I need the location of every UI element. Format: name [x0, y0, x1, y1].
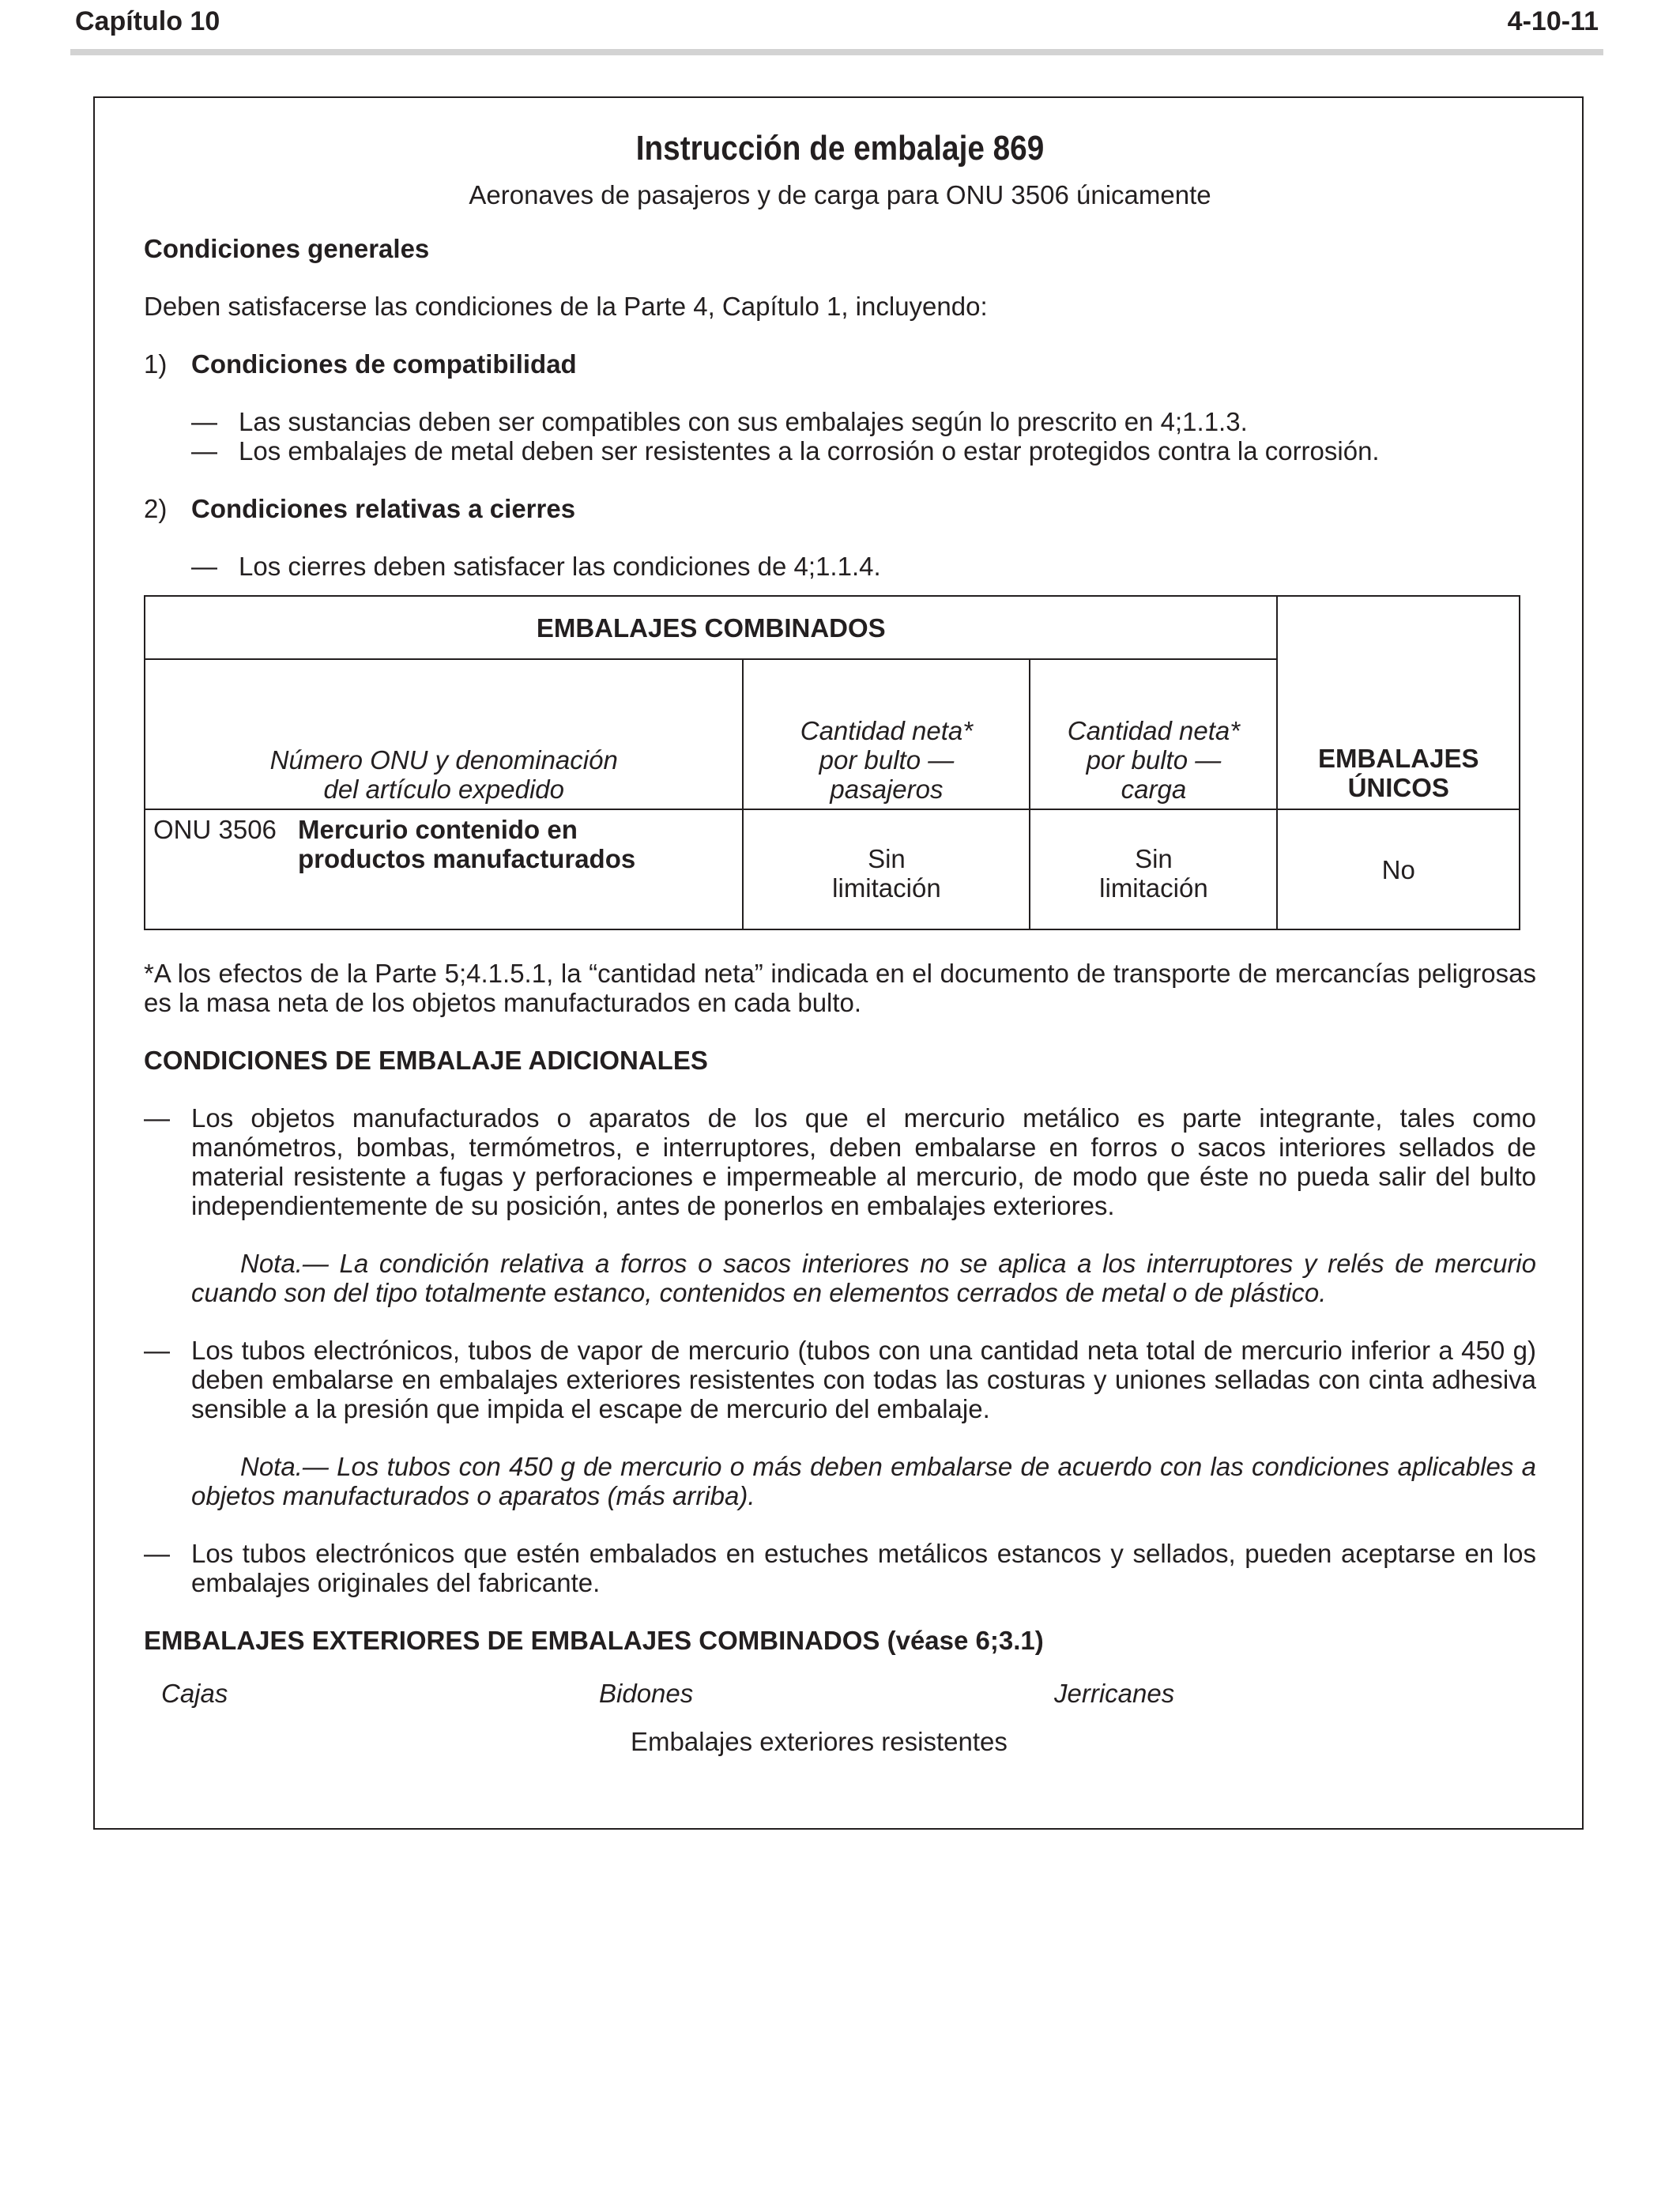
outer-type-drums: Bidones — [599, 1679, 694, 1709]
header-line: por bulto — — [819, 745, 955, 775]
un-column-header — [145, 659, 743, 809]
dash-marker: — — [191, 436, 217, 466]
general-heading: Condiciones generales — [144, 234, 430, 264]
list-item — [191, 407, 1536, 436]
list-item — [191, 552, 1536, 581]
instruction-frame — [93, 96, 1584, 1830]
compat-bullets — [191, 407, 1536, 466]
combined-header-cell — [145, 596, 1277, 659]
note-inner-liners: Nota.— La condición relativa a forros o sacos interiores no se aplica a los interruptores y relés de mercurio cuando son del tipo totalmente estanco, contenidos en elementos cerrados de metal o de plástico. — [191, 1249, 1536, 1308]
header-line: Número ONU y denominación — [269, 745, 618, 775]
header-line: Cantidad neta* — [1067, 716, 1241, 746]
list-item — [144, 1539, 1536, 1597]
table-row — [145, 596, 1520, 659]
item-number: 2) — [144, 494, 168, 524]
substance-name-line: productos manufacturados — [298, 844, 636, 874]
item-number: 1) — [144, 349, 168, 379]
header-line: del artículo expedido — [323, 775, 565, 805]
dash-marker: — — [144, 1539, 170, 1569]
outer-packaging-types — [144, 1679, 1536, 1708]
bullet-text: Los objetos manufacturados o aparatos de los que el mercurio metálico es parte integrante, tales como manómetros, bombas, termómetros, e interruptores, deben embalarse en forros o sacos interiores sellados de material resistente a fugas y perforaciones e impermeable al mercurio, de modo que éste no pueda salir del bulto independientemente de su posición, antes de ponerlos en embalajes exteriores. — [191, 1103, 1536, 1221]
header-line: pasajeros — [830, 775, 944, 805]
bullet-text: Los cierres deben satisfacer las condiciones de 4;1.1.4. — [239, 552, 881, 582]
single-header-cell — [1277, 596, 1520, 809]
condition-item-1 — [144, 349, 1536, 379]
instruction-content — [144, 128, 1536, 1756]
item-title: Condiciones relativas a cierres — [191, 494, 576, 524]
quantity-line: limitación — [1099, 873, 1208, 903]
bullet-text: Las sustancias deben ser compatibles con sus embalajes según lo prescrito en 4;1.1.3. — [239, 407, 1248, 437]
bullet-text: Los embalajes de metal deben ser resistentes a la corrosión o estar protegidos contra la corrosión. — [239, 436, 1380, 466]
bullet-text: Los tubos electrónicos que estén embalados en estuches metálicos estancos y sellados, pueden aceptarse en los embalajes originales del fabricante. — [191, 1539, 1536, 1598]
dash-marker: — — [191, 407, 217, 437]
quantity-line: limitación — [832, 873, 941, 903]
packaging-table — [144, 595, 1520, 930]
header-line: carga — [1121, 775, 1187, 805]
page-number: 4-10-11 — [1507, 6, 1599, 36]
item-title: Condiciones de compatibilidad — [191, 349, 577, 379]
header-line: por bulto — — [1086, 745, 1222, 775]
combined-header: EMBALAJES COMBINADOS — [536, 613, 886, 643]
quantity-line: Sin — [868, 844, 906, 874]
general-intro: Deben satisfacerse las condiciones de la Parte 4, Capítulo 1, incluyendo: — [144, 292, 988, 322]
passenger-quantity-cell — [743, 809, 1030, 929]
dash-marker: — — [144, 1103, 170, 1133]
bullet-text: Los tubos electrónicos, tubos de vapor de mercurio (tubos con una cantidad neta total de mercurio inferior a 450 g) deben embalarse en embalajes exteriores resistentes con todas las costuras y uniones selladas con cinta adhesiva sensible a la presión que impida el escape de mercurio del embalaje. — [191, 1336, 1536, 1424]
single-header-line1: EMBALAJES — [1317, 744, 1479, 774]
list-item — [144, 1103, 1536, 1220]
cargo-column-header — [1030, 659, 1277, 809]
header-line: Cantidad neta* — [800, 716, 974, 746]
chapter-label: Capítulo 10 — [75, 6, 220, 36]
instruction-subtitle: Aeronaves de pasajeros y de carga para ONU 3506 únicamente — [469, 179, 1211, 209]
quantity-line: Sin — [1135, 844, 1173, 874]
outer-type-jerricans: Jerricanes — [1054, 1679, 1175, 1709]
outer-type-boxes: Cajas — [161, 1679, 228, 1709]
dash-marker: — — [144, 1336, 170, 1366]
list-item — [191, 436, 1536, 466]
instruction-title: Instrucción de embalaje 869 — [635, 129, 1045, 168]
list-item — [144, 1336, 1536, 1423]
quantity-footnote: *A los efectos de la Parte 5;4.1.5.1, la “cantidad neta” indicada en el documento de transporte de mercancías peligrosas es la masa neta de los objetos manufacturados en cada bulto. — [144, 959, 1536, 1018]
dash-marker: — — [191, 552, 217, 582]
outer-packaging-heading: EMBALAJES EXTERIORES DE EMBALAJES COMBINADOS (véase 6;3.1) — [144, 1626, 1044, 1656]
un-number: ONU 3506 — [153, 815, 277, 845]
single-packaging-value: No — [1381, 854, 1415, 884]
condition-item-2 — [144, 494, 1536, 523]
single-packaging-cell — [1277, 809, 1520, 929]
table-row — [145, 809, 1520, 929]
closure-bullets — [191, 552, 1536, 581]
additional-heading: CONDICIONES DE EMBALAJE ADICIONALES — [144, 1046, 708, 1076]
note-tubes: Nota.— Los tubos con 450 g de mercurio o más deben embalarse de acuerdo con las condiciones aplicables a objetos manufacturados o aparatos (más arriba). — [191, 1452, 1536, 1511]
substance-name-line: Mercurio contenido en — [298, 815, 578, 845]
passenger-column-header — [743, 659, 1030, 809]
un-cell — [145, 809, 743, 929]
page-header — [70, 0, 1603, 55]
cargo-quantity-cell — [1030, 809, 1277, 929]
outer-packaging-footer: Embalajes exteriores resistentes — [631, 1727, 1008, 1757]
single-header-line2: ÚNICOS — [1347, 773, 1449, 803]
